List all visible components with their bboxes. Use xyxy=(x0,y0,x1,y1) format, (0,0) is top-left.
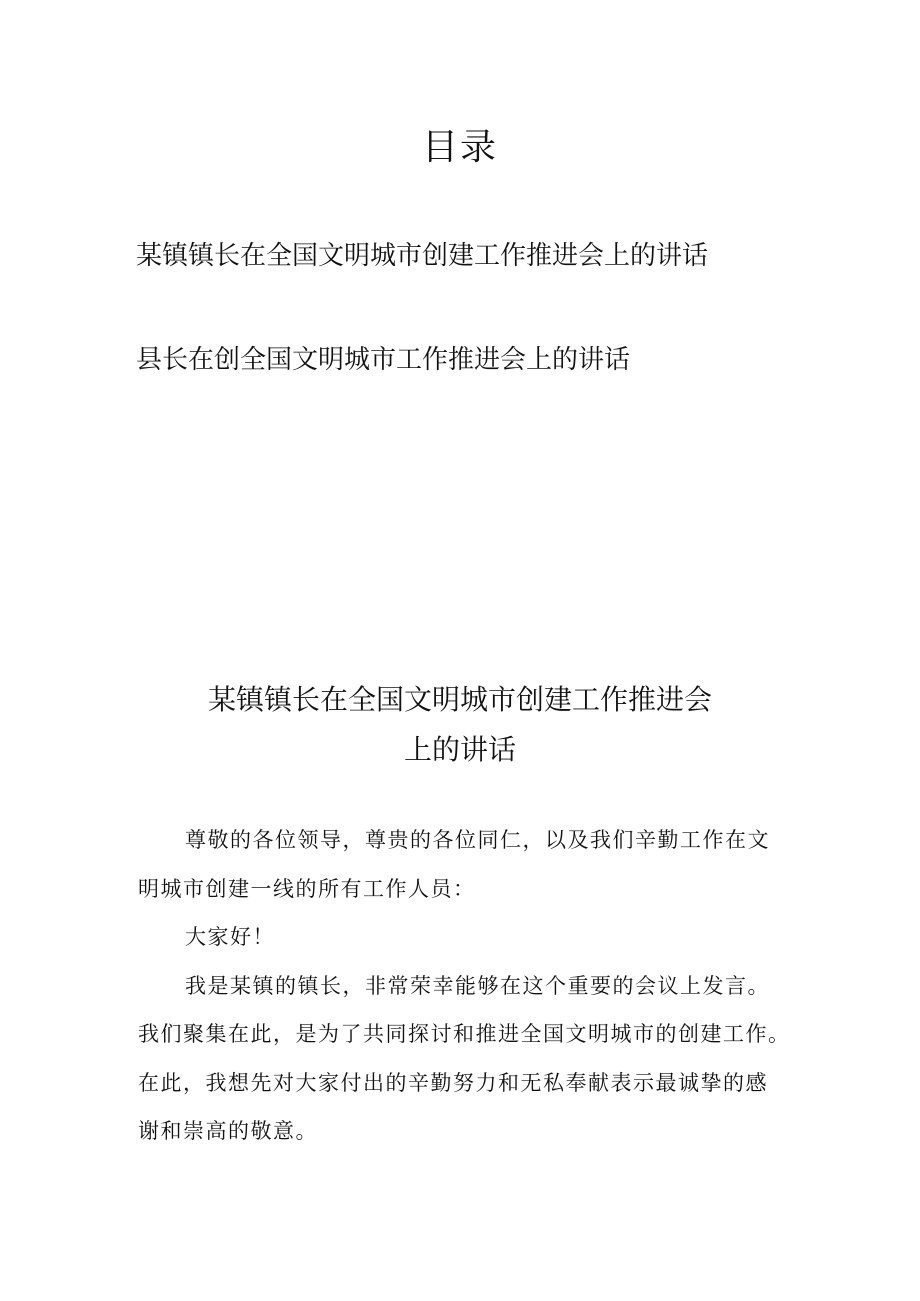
toc-title: 目录 xyxy=(421,127,498,168)
toc-item[interactable]: 县长在创全国文明城市工作推进会上的讲话 xyxy=(136,345,631,375)
salutation-paragraph xyxy=(138,816,798,913)
intro-paragraph xyxy=(138,962,798,1156)
paragraph-line: 在此，我想先对大家付出的辛勤努力和无私奉献表示最诚挚的感 xyxy=(138,1070,768,1095)
paragraph-line: 谢和崇高的敬意。 xyxy=(138,1119,318,1143)
toc-item[interactable]: 某镇镇长在全国文明城市创建工作推进会上的讲话 xyxy=(136,241,709,271)
paragraph-line: 我是某镇的镇长，非常荣幸能够在这个重要的会议上发言。 xyxy=(185,973,770,998)
article-body xyxy=(138,816,798,1156)
greeting-paragraph xyxy=(138,913,798,962)
paragraph-line: 我们聚集在此，是为了共同探讨和推进全国文明城市的创建工作。 xyxy=(138,1022,791,1046)
paragraph-line: 尊敬的各位领导，尊贵的各位同仁，以及我们辛勤工作在文 xyxy=(185,828,770,852)
article-title-line: 某镇镇长在全国文明城市创建工作推进会 xyxy=(207,683,712,716)
paragraph-line: 明城市创建一线的所有工作人员： xyxy=(138,876,476,901)
article-title-line: 上的讲话 xyxy=(403,733,516,766)
paragraph-line: 大家好！ xyxy=(185,925,275,949)
